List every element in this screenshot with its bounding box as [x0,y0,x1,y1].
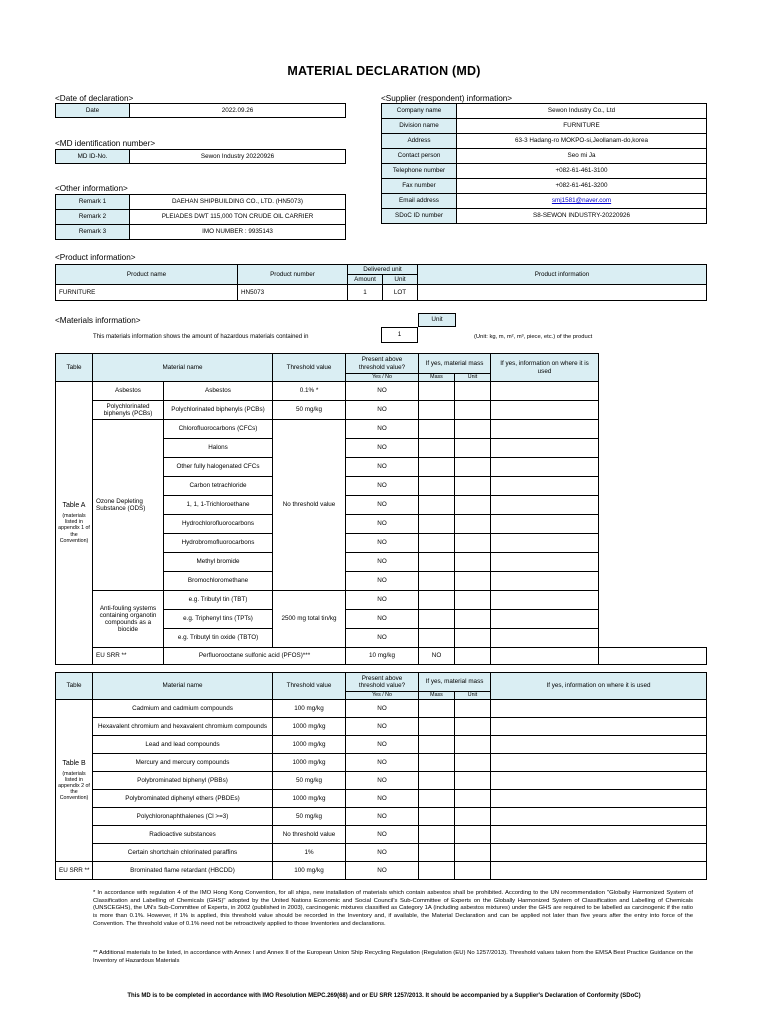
mass-cell [419,477,455,496]
answer-cell: NO [346,553,419,572]
footnote-eu-srr: ** Additional materials to be listed, in accordance with Annex I and Annex II of the European Union Ship Recycling Regulation (Regulation (EU) No 1257/2013). Threshold values taken from the EMSA Best Practice Guidance on the Inventory of Hazardous Materials [93,950,693,964]
mass-cell [419,862,455,880]
where-cell [491,700,707,718]
unit-cell [455,700,491,718]
material-name: Brominated flame retardant (HBCDD) [93,862,273,880]
document-title: MATERIAL DECLARATION (MD) [287,64,481,78]
mass-cell [419,718,455,736]
mass-cell [419,515,455,534]
answer-cell: NO [346,629,419,648]
product-info-header: Product information [418,265,707,285]
where-cell [491,718,707,736]
material-name: Bromochloromethane [164,572,273,591]
material-name: 1, 1, 1-Trichloroethane [164,496,273,515]
footnote-asbestos: * In accordance with regulation 4 of the IMO Hong Kong Convention, for all ships, new installation of materials which contain asbestos shall be prohibited. According to the UN recommendation "Globally Harmonized System of Classification and Labelling of Chemicals (GHS)" adopted by the United Nations Economic and Social Council's Sub-Committee of Experts on the Globally Harmonized System of Classification and Labelling of Chemicals (UNSCEGHS), the UN's Sub-Committee of Experts, in 2002 (published in 2003), carcinogenic mixtures classified as Category 1A (including asbestos mixtures) under the GHS are required to be labelled as carcinogenic if the ratio is more than 0.1%. However, if 1% is applied, this threshold value should be recorded in the Inventory and, if available, the Material Declaration and can be applied not later than five years after the entry into force of the Convention. The threshold value of 0.1% need not be retroactively applied to those Inventories and declarations. [93,890,693,927]
mass-cell [419,772,455,790]
material-name: Polychlorinated biphenyls (PCBs) [164,401,273,420]
answer-cell: NO [346,772,419,790]
eu-srr-label: EU SRR ** [93,648,164,665]
material-name: Hydrobromofluorocarbons [164,534,273,553]
unit-cell [455,790,491,808]
table-b-sublabel: (materials listed in appendix 2 of the Convention) [58,770,90,802]
supplier-label: Fax number [382,179,457,194]
product-table [55,264,707,301]
material-name: Cadmium and cadmium compounds [93,700,273,718]
unit-cell [455,496,491,515]
material-name: Carbon tetrachloride [164,477,273,496]
threshold-value: 1000 mg/kg [273,718,346,736]
threshold-value: 100 mg/kg [273,862,346,880]
material-group: Anti-fouling systems containing organotin compounds as a biocide [93,591,164,648]
where-cell [491,862,707,880]
material-name: Hexavalent chromium and hexavalent chromium compounds [93,718,273,736]
amount-header: Amount [348,275,383,285]
answer-cell: NO [346,718,419,736]
mass-cell [419,610,455,629]
unit-cell [455,826,491,844]
remark-value: DAEHAN SHIPBUILDING CO., LTD. (HN5073) [130,195,346,210]
mass-cell [419,700,455,718]
where-cell [491,553,599,572]
md-id-label: MD ID-No. [56,150,130,164]
answer-cell: NO [419,648,455,665]
unit-cell [455,553,491,572]
material-name: e.g. Tributyl tin (TBT) [164,591,273,610]
unit-cell [455,629,491,648]
where-cell [491,610,599,629]
material-name-header: Material name [93,354,273,382]
other-section-heading: <Other information> [55,184,128,193]
material-name: e.g. Triphenyl tins (TPTs) [164,610,273,629]
answer-cell: NO [346,862,419,880]
material-name: Chlorofluorocarbons (CFCs) [164,420,273,439]
material-group: Polychlorinated biphenyls (PCBs) [93,401,164,420]
answer-cell: NO [346,826,419,844]
present-header: Present above threshold value? [346,673,419,692]
material-name: Certain shortchain chlorinated paraffins [93,844,273,862]
unit-cell [455,534,491,553]
answer-cell: NO [346,382,419,401]
where-cell [491,844,707,862]
mass-cell [419,401,455,420]
material-name: Methyl bromide [164,553,273,572]
unit-value: LOT [383,285,418,301]
supplier-table [381,103,707,224]
where-cell [491,772,707,790]
answer-cell: NO [346,458,419,477]
supplier-label: Company name [382,104,457,119]
table-a [55,353,707,665]
unit-cell [455,420,491,439]
threshold-value: 50 mg/kg [273,808,346,826]
unit-cell [455,754,491,772]
where-cell [599,648,707,665]
threshold-value: 1000 mg/kg [273,790,346,808]
table-b-label: Table B [62,759,86,767]
table-a-label-cell [56,382,93,665]
material-name: Polychloronaphthalenes (Cl >=3) [93,808,273,826]
where-cell [491,515,599,534]
mass-cell [419,496,455,515]
material-name: Halons [164,439,273,458]
material-name-header: Material name [93,673,273,700]
mass-cell [419,844,455,862]
material-group: Asbestos [93,382,164,401]
md-id-table [55,149,346,164]
mass-header: Mass [419,374,455,382]
table-header: Table [56,354,93,382]
where-cell [491,790,707,808]
contact-person-value: Seo mi Ja [457,149,707,164]
material-name: Hydrochlorofluorocarbons [164,515,273,534]
answer-cell: NO [346,420,419,439]
mass-cell [419,790,455,808]
material-name: Other fully halogenated CFCs [164,458,273,477]
mass-cell [419,629,455,648]
material-group: Ozone Depleting Substance (ODS) [93,420,164,591]
table-header: Table [56,673,93,700]
delivered-unit-header: Delivered unit [348,265,418,275]
product-section-heading: <Product information> [55,253,136,262]
amount-value: 1 [348,285,383,301]
threshold-value: 2500 mg total tin/kg [273,591,346,648]
date-table [55,103,346,118]
present-header: Present above threshold value? [346,354,419,374]
table-a-label: Table A [62,502,86,510]
telephone-value: +082-61-461-3100 [457,164,707,179]
where-used-header: If yes, information on where it is used [491,673,707,700]
supplier-label: Email address [382,194,457,209]
unit-cell [491,648,599,665]
unit-value-box [381,327,418,343]
unit-cell [455,477,491,496]
mass-header: Mass [419,692,455,700]
unit-box [418,313,456,327]
where-cell [491,826,707,844]
threshold-value: 100 mg/kg [273,700,346,718]
material-name: Polybrominated biphenyl (PBBs) [93,772,273,790]
threshold-value: No threshold value [273,420,346,591]
where-cell [491,591,599,610]
unit-cell [455,610,491,629]
unit-cell [455,862,491,880]
threshold-value: 10 mg/kg [346,648,419,665]
where-cell [491,572,599,591]
supplier-section-heading: <Supplier (respondent) information> [381,94,513,103]
mass-cell [419,826,455,844]
unit-box-header: Unit [419,314,456,327]
mass-cell [419,439,455,458]
where-cell [491,736,707,754]
answer-cell: NO [346,844,419,862]
table-b-label-cell [56,700,93,862]
mass-cell [419,572,455,591]
material-name: Perfluorooctane sulfonic acid (PFOS)*** [164,648,346,665]
remark-value: PLEIADES DWT 115,000 TON CRUDE OIL CARRIER [130,210,346,225]
product-info-value [418,285,707,301]
product-number-header: Product number [238,265,348,285]
threshold-value: No threshold value [273,826,346,844]
eu-srr-label: EU SRR ** [56,862,93,880]
division-value: FURNITURE [457,119,707,134]
date-label: Date [56,104,130,118]
unit-note: (Unit: kg, m, m², m³, piece, etc.) of the product [474,334,593,340]
where-cell [491,439,599,458]
threshold-value: 1000 mg/kg [273,754,346,772]
where-cell [491,382,599,401]
answer-cell: NO [346,401,419,420]
md-section-heading: <MD identification number> [55,139,156,148]
supplier-label: SDoC ID number [382,209,457,224]
threshold-value: 50 mg/kg [273,401,346,420]
mass-cell [419,754,455,772]
where-cell [491,458,599,477]
mass-cell [419,553,455,572]
answer-cell: NO [346,534,419,553]
where-used-header: If yes, information on where it is used [491,354,599,382]
other-info-table [55,194,346,240]
unit-cell [455,808,491,826]
threshold-value: 1000 mg/kg [273,736,346,754]
materials-section-heading: <Materials information> [55,316,141,325]
unit-cell [455,718,491,736]
email-link[interactable]: smj1581@naver.com [551,197,612,205]
unit-cell [455,515,491,534]
md-id-value: Sewon Industry 20220926 [130,150,346,164]
threshold-header: Threshold value [273,354,346,382]
where-cell [491,401,599,420]
where-cell [491,477,599,496]
product-name-header: Product name [56,265,238,285]
threshold-header: Threshold value [273,673,346,700]
unit-header: Unit [455,692,491,700]
mass-cell [419,736,455,754]
mass-cell [419,420,455,439]
answer-cell: NO [346,496,419,515]
unit-cell [455,458,491,477]
answer-cell: NO [346,754,419,772]
mass-cell [419,591,455,610]
supplier-label: Telephone number [382,164,457,179]
mass-cell [455,648,491,665]
mass-cell [419,382,455,401]
unit-cell [455,572,491,591]
supplier-label: Address [382,134,457,149]
mass-cell [419,534,455,553]
material-name: Asbestos [164,382,273,401]
date-value: 2022.09.26 [130,104,346,118]
mass-cell [419,458,455,477]
remark-value: IMO NUMBER : 9935143 [130,225,346,240]
answer-cell: NO [346,515,419,534]
date-section-heading: <Date of declaration> [55,94,134,103]
email-cell [457,194,707,209]
unit-header: Unit [383,275,418,285]
material-name: e.g. Tributyl tin oxide (TBTO) [164,629,273,648]
yes-no-header: Yes / No [346,374,419,382]
unit-cell [455,382,491,401]
answer-cell: NO [346,808,419,826]
where-cell [491,420,599,439]
where-cell [491,754,707,772]
sdoc-id-value: S8-SEWON INDUSTRY-20220926 [457,209,707,224]
remark-label: Remark 1 [56,195,130,210]
answer-cell: NO [346,736,419,754]
threshold-value: 1% [273,844,346,862]
answer-cell: NO [346,790,419,808]
remark-label: Remark 3 [56,225,130,240]
supplier-label: Division name [382,119,457,134]
material-name: Radioactive substances [93,826,273,844]
answer-cell: NO [346,610,419,629]
yes-no-header: Yes / No [346,692,419,700]
fax-value: +082-61-461-3200 [457,179,707,194]
mass-question-header: If yes, material mass [419,354,491,374]
material-name: Polybrominated diphenyl ethers (PBDEs) [93,790,273,808]
unit-value: 1 [382,328,418,343]
unit-cell [455,844,491,862]
where-cell [491,534,599,553]
mass-cell [419,808,455,826]
footer-instruction: This MD is to be completed in accordance with IMO Resolution MEPC.269(68) and or EU SRR 1257/2013. It should be accompanied by a Supplier's Declaration of Conformity (SDoC) [127,993,641,999]
unit-cell [455,401,491,420]
product-name-value: FURNITURE [56,285,238,301]
threshold-value: 0.1% * [273,382,346,401]
where-cell [491,629,599,648]
answer-cell: NO [346,477,419,496]
materials-info-text: This materials information shows the amount of hazardous materials contained in [93,334,309,340]
unit-cell [455,591,491,610]
company-name-value: Sewon Industry Co., Ltd [457,104,707,119]
table-b [55,672,707,880]
address-value: 63-3 Hadang-ro MOKPO-si,Jeollanam-do,korea [457,134,707,149]
product-number-value: HN5073 [238,285,348,301]
answer-cell: NO [346,591,419,610]
unit-cell [455,772,491,790]
answer-cell: NO [346,700,419,718]
mass-question-header: If yes, material mass [419,673,491,692]
unit-cell [455,736,491,754]
supplier-label: Contact person [382,149,457,164]
threshold-value: 50 mg/kg [273,772,346,790]
unit-cell [455,439,491,458]
where-cell [491,808,707,826]
where-cell [491,496,599,515]
material-name: Mercury and mercury compounds [93,754,273,772]
answer-cell: NO [346,439,419,458]
material-name: Lead and lead compounds [93,736,273,754]
answer-cell: NO [346,572,419,591]
remark-label: Remark 2 [56,210,130,225]
table-a-sublabel: (materials listed in appendix 1 of the Convention) [58,513,90,544]
unit-header: Unit [455,374,491,382]
